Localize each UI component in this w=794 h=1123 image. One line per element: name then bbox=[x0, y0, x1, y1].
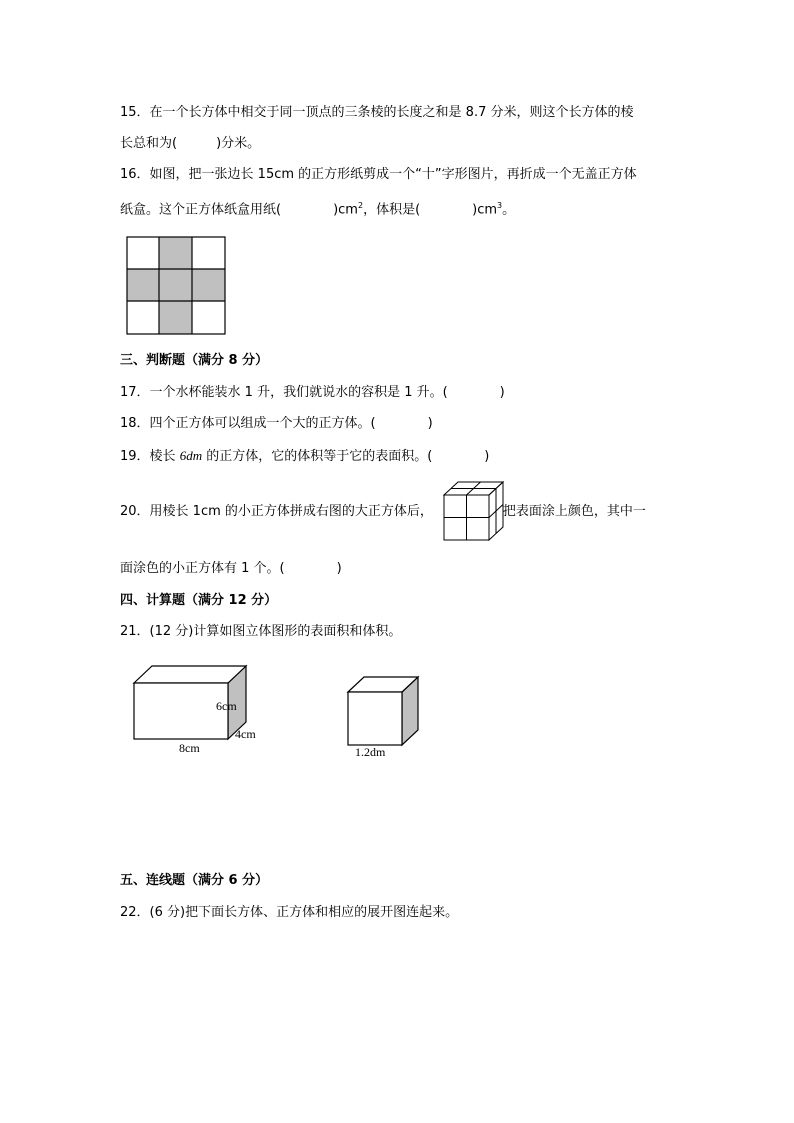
label-height: 6cm bbox=[216, 699, 237, 713]
q18-text: 18．四个正方体可以组成一个大的正方体。( ) bbox=[120, 416, 433, 431]
section5-title: 五、连线题（满分 6 分） bbox=[120, 873, 269, 888]
q16-line2-part-a: 纸盒。这个正方体纸盒用纸( )cm bbox=[120, 202, 358, 218]
q20-line1-part-a: 20．用棱长 1cm 的小正方体拼成右图的大正方体后， bbox=[120, 504, 433, 519]
cross-cell-bottom bbox=[159, 301, 192, 334]
section4-title: 四、计算题（满分 12 分） bbox=[120, 593, 278, 608]
cube-figure bbox=[346, 675, 420, 747]
q16-line2-part-b: ，体积是( )cm bbox=[363, 202, 498, 218]
q16-line2 bbox=[120, 197, 515, 219]
label-cube-edge: 1.2dm bbox=[355, 745, 386, 759]
q20-line1 bbox=[120, 503, 646, 521]
q19-part-b: 的正方体，它的体积等于它的表面积。( ) bbox=[202, 449, 490, 464]
q19-unit: 6dm bbox=[179, 448, 203, 463]
label-depth: 4cm bbox=[235, 727, 256, 741]
q15-line2: 长总和为( )分米。 bbox=[120, 136, 261, 151]
q15-line1: 15．在一个长方体中相交于同一顶点的三条棱的长度之和是 8.7 分米，则这个长方体的棱 bbox=[120, 105, 634, 120]
section3-title: 三、判断题（满分 8 分） bbox=[120, 353, 269, 368]
q20-line1-part-b: 把表面涂上颜色，其中一 bbox=[502, 504, 646, 519]
q19-text bbox=[120, 447, 489, 466]
q19-part-a: 19．棱长 bbox=[120, 449, 180, 464]
q20-line2: 面涂色的小正方体有 1 个。( ) bbox=[120, 561, 342, 576]
stacked-cube-figure bbox=[442, 480, 506, 544]
cross-net-figure bbox=[126, 236, 226, 335]
q17-text: 17．一个水杯能装水 1 升，我们就说水的容积是 1 升。( ) bbox=[120, 385, 505, 400]
q16-sup-2: 2 bbox=[357, 201, 364, 210]
cross-cell-middle bbox=[127, 269, 225, 301]
q16-sup-3: 3 bbox=[497, 201, 503, 210]
q16-line1: 16．如图，把一张边长 15cm 的正方形纸剪成一个“十”字形图片，再折成一个无盖正方体 bbox=[120, 167, 637, 182]
cross-cell-top bbox=[159, 237, 192, 269]
q16-line2-part-c: 。 bbox=[502, 202, 516, 218]
q21-text: 21．(12 分)计算如图立体图形的表面积和体积。 bbox=[120, 624, 402, 639]
label-length: 8cm bbox=[179, 741, 200, 755]
q22-text: 22．(6 分)把下面长方体、正方体和相应的展开图连起来。 bbox=[120, 905, 459, 920]
